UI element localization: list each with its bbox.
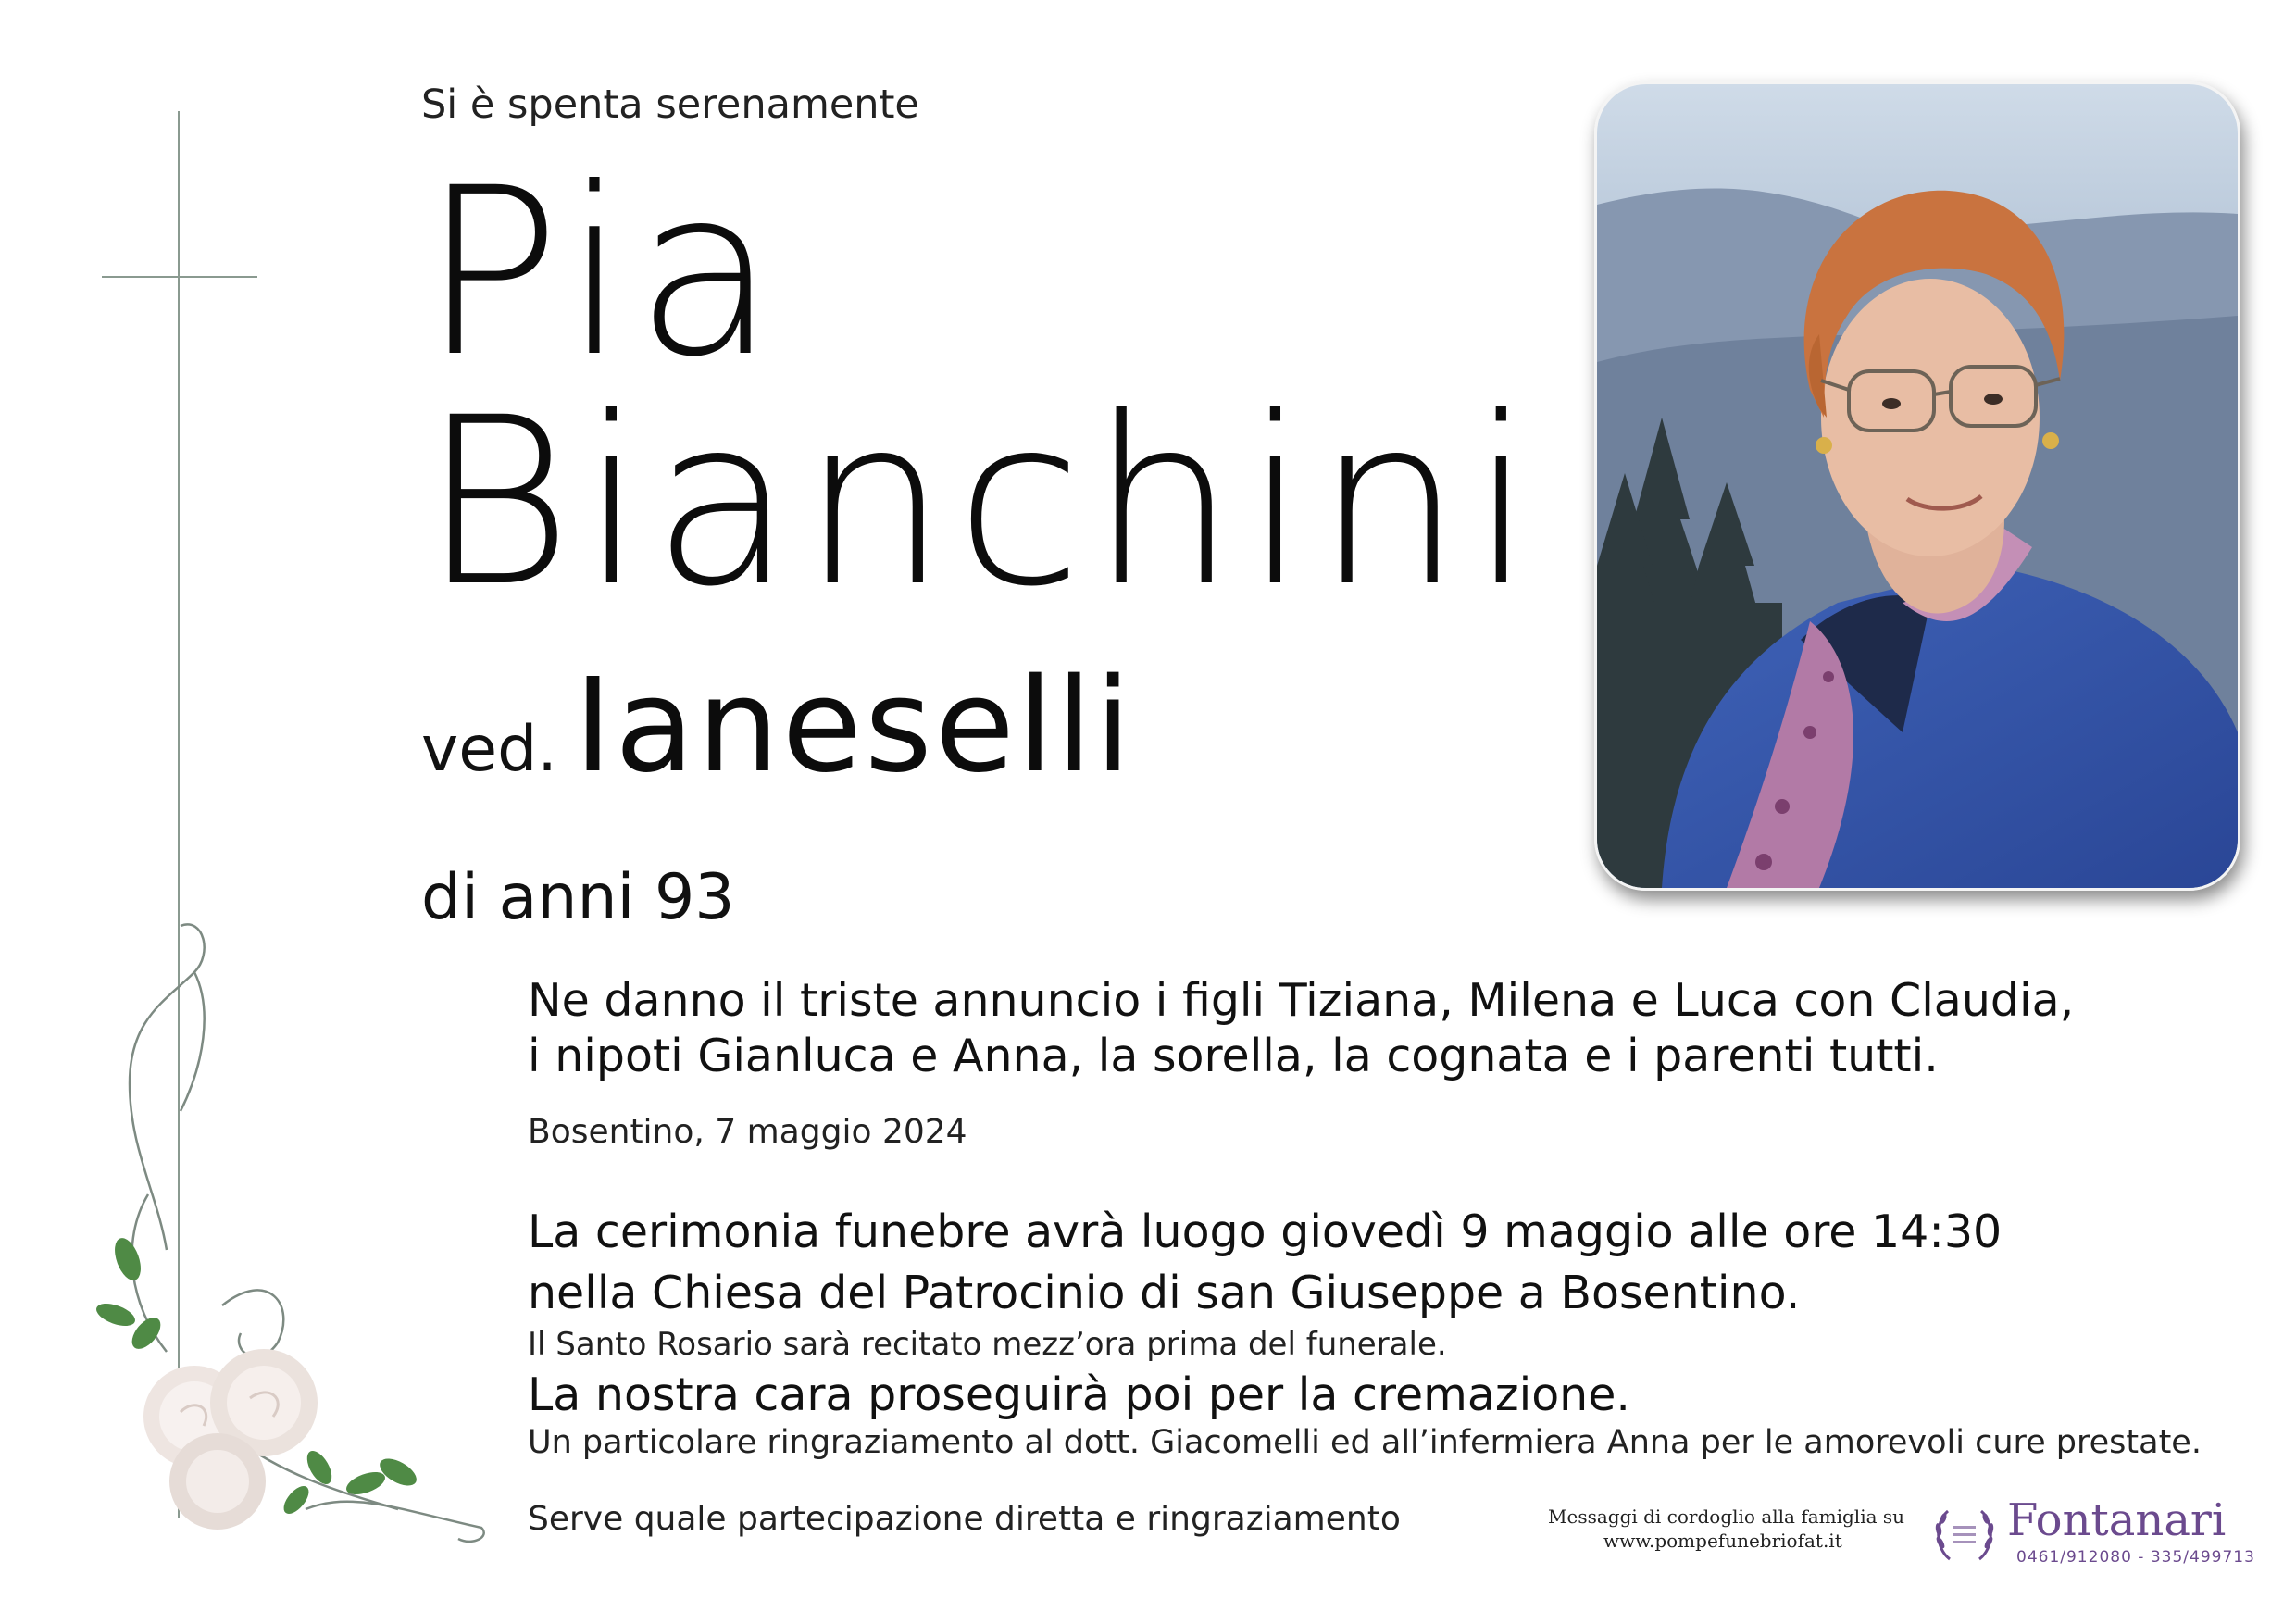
participation-note: Serve quale partecipazione diretta e ringraziamento: [528, 1500, 1401, 1538]
deceased-first-name: Pia: [421, 138, 784, 407]
portrait-photo-icon: [1597, 84, 2238, 888]
brand-phone: 0461/912080 - 335/499713: [2016, 1548, 2255, 1567]
ceremony-line-1: La cerimonia funebre avrà luogo giovedì 9 maggio alle ore 14:30: [528, 1206, 2003, 1258]
rosary-note: Il Santo Rosario sarà recitato mezz’ora prima del funerale.: [528, 1326, 1447, 1363]
deceased-last-name: Bianchini: [421, 368, 1542, 637]
brand-name: Fontanari: [2007, 1494, 2227, 1546]
announcement-line-2: i nipoti Gianluca e Anna, la sorella, la cognata e i parenti tutti.: [528, 1030, 1939, 1082]
cross-horizontal-line: [102, 276, 257, 278]
floral-decoration: [93, 917, 500, 1565]
ceremony-line-2: nella Chiesa del Patrocinio di san Giuseppe a Bosentino.: [528, 1267, 1801, 1319]
portrait-photo: [1594, 81, 2240, 891]
condolence-text: Messaggi di cordoglio alla famiglia su: [1548, 1505, 1905, 1528]
place-date: Bosentino, 7 maggio 2024: [528, 1113, 967, 1151]
announcement-line-1: Ne danno il triste annuncio i figli Tiziana, Milena e Luca con Claudia,: [528, 974, 2075, 1027]
age-text: di anni 93: [421, 861, 735, 934]
condolence-website-link[interactable]: www.pompefunebriofat.it: [1603, 1530, 1842, 1552]
widow-surname: Ianeselli: [573, 651, 1134, 802]
widow-of-line: [421, 651, 1134, 802]
thanks-note: Un particolare ringraziamento al dott. Giacomelli ed all’infermiera Anna per le amorevoli cure prestate.: [528, 1424, 2202, 1461]
cremation-note: La nostra cara proseguirà poi per la cremazione.: [528, 1368, 1630, 1421]
laurel-logo-icon: [1931, 1502, 1998, 1568]
widow-prefix: ved.: [421, 713, 557, 786]
intro-text: Si è spenta serenamente: [421, 81, 919, 128]
